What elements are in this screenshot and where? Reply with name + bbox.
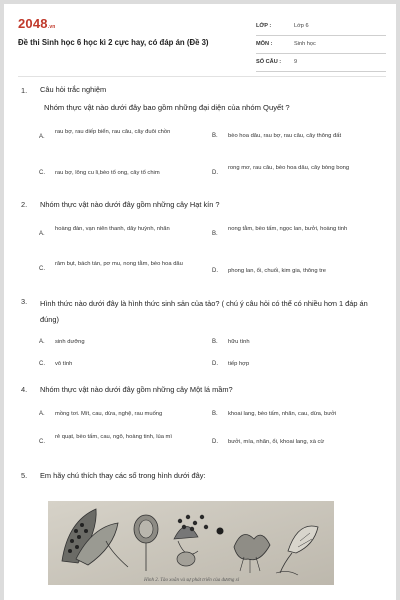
meta-label: MÔN : [256,41,273,47]
meta-row-subject [256,36,386,54]
meta-value: Lớp 6 [294,23,309,29]
quiz-header [18,14,386,74]
option-text: tiếp hợp [228,361,250,367]
option-text: sinh dưỡng [55,339,85,345]
option-text: rẻ quạt, bèo tấm, cau, ngô, hoàng tinh, lúa mì [55,434,172,440]
option-letter: C. [39,170,45,176]
question-text: Nhóm thực vật nào dưới đây gồm những cây Một lá mầm? [40,385,233,394]
option-text: rong mơ, rau câu, bèo hoa dâu, cây bòng bong [228,165,350,171]
meta-row-count [256,54,386,72]
option-text: rau bợ, lông cu li,bèo tổ ong, cây tổ chim [55,170,160,176]
option-text: mồng tơi. Mít, cau, dừa, nghệ, rau muống [55,411,163,417]
meta-row-class [256,18,386,36]
question-text: Nhóm thực vật nào dưới đây gồm những cây Hạt kín ? [40,200,220,209]
option-text: hữu tính [228,339,250,345]
question-number: 3. [21,297,28,306]
option-text: rau bợ, rau diếp biển, rau câu, cây đuôi chồn [55,129,171,135]
option-letter: B. [212,231,218,237]
option-text: vô tính [55,361,73,367]
option-text: bưởi, mía, nhãn, ổi, khoai lang, xà cừ [228,439,325,445]
quiz-meta [256,18,386,72]
question-text: Nhóm thực vật nào dưới đây bao gồm những đại diện của nhóm Quyết ? [44,103,290,112]
option-letter: A. [39,231,45,237]
figure-caption: Hình 2. Tảo xoắn và sự phát triển của dương xỉ [144,578,240,583]
site-logo[interactable] [18,16,56,31]
option-text: hoàng đàn, vạn niên thanh, dây huỳnh, nhãn [55,226,170,232]
logo-suffix: .vn [47,24,56,30]
question-text: Hình thức nào dưới đây là hình thức sinh sản của tảo? ( chú ý câu hỏi có thể có nhiều hơn 1 đáp án đúng) [40,299,368,324]
option-letter: D. [212,170,218,176]
option-text: nong tằm, bèo tấm, ngọc lan, bưởi, hoàng tinh [228,226,348,232]
option-letter: D. [212,361,218,367]
option-letter: B. [212,133,218,139]
meta-value: Sinh học [294,41,316,47]
header-divider [18,76,386,77]
option-text: bèo hoa dâu, rau bợ, rau câu, cây thông đất [228,133,342,139]
fern-algae-figure [48,501,334,585]
option-letter: A. [39,339,45,345]
page-title: Đề thi Sinh học 6 học kì 2 cực hay, có đáp án (Đề 3) [18,38,209,47]
meta-label: LỚP : [256,23,272,29]
option-letter: D. [212,268,218,274]
option-text: phong lan, ổi, chuối, kim gia, thông tre [228,268,326,274]
single-spore-drawing [217,528,224,535]
option-letter: C. [39,266,45,272]
question-number: 2. [21,200,28,209]
logo-text: 2048 [18,16,48,31]
option-letter: D. [212,439,218,445]
option-letter: C. [39,439,45,445]
meta-value: 9 [294,59,298,65]
figure-illustration [48,501,334,585]
option-letter: A. [39,411,45,417]
option-letter: B. [212,411,218,417]
question-number: 5. [21,471,28,480]
meta-label: SỐ CÂU : [256,59,282,65]
option-letter: C. [39,361,45,367]
option-text: râm bụt, bách tán, pơ mu, nong tằm, bèo hoa dâu [55,261,183,267]
quiz-page [4,4,396,600]
question-text: Em hãy chú thích thay các số trong hình dưới đây: [40,471,206,480]
option-letter: B. [212,339,218,345]
question-number: 1. [21,86,28,95]
question-heading: Câu hỏi trắc nghiệm [40,85,107,94]
option-letter: A. [39,134,45,140]
option-text: khoai lang, bèo tấm, nhãn, cau, dừa, bưởi [228,411,337,417]
question-number: 4. [21,385,28,394]
